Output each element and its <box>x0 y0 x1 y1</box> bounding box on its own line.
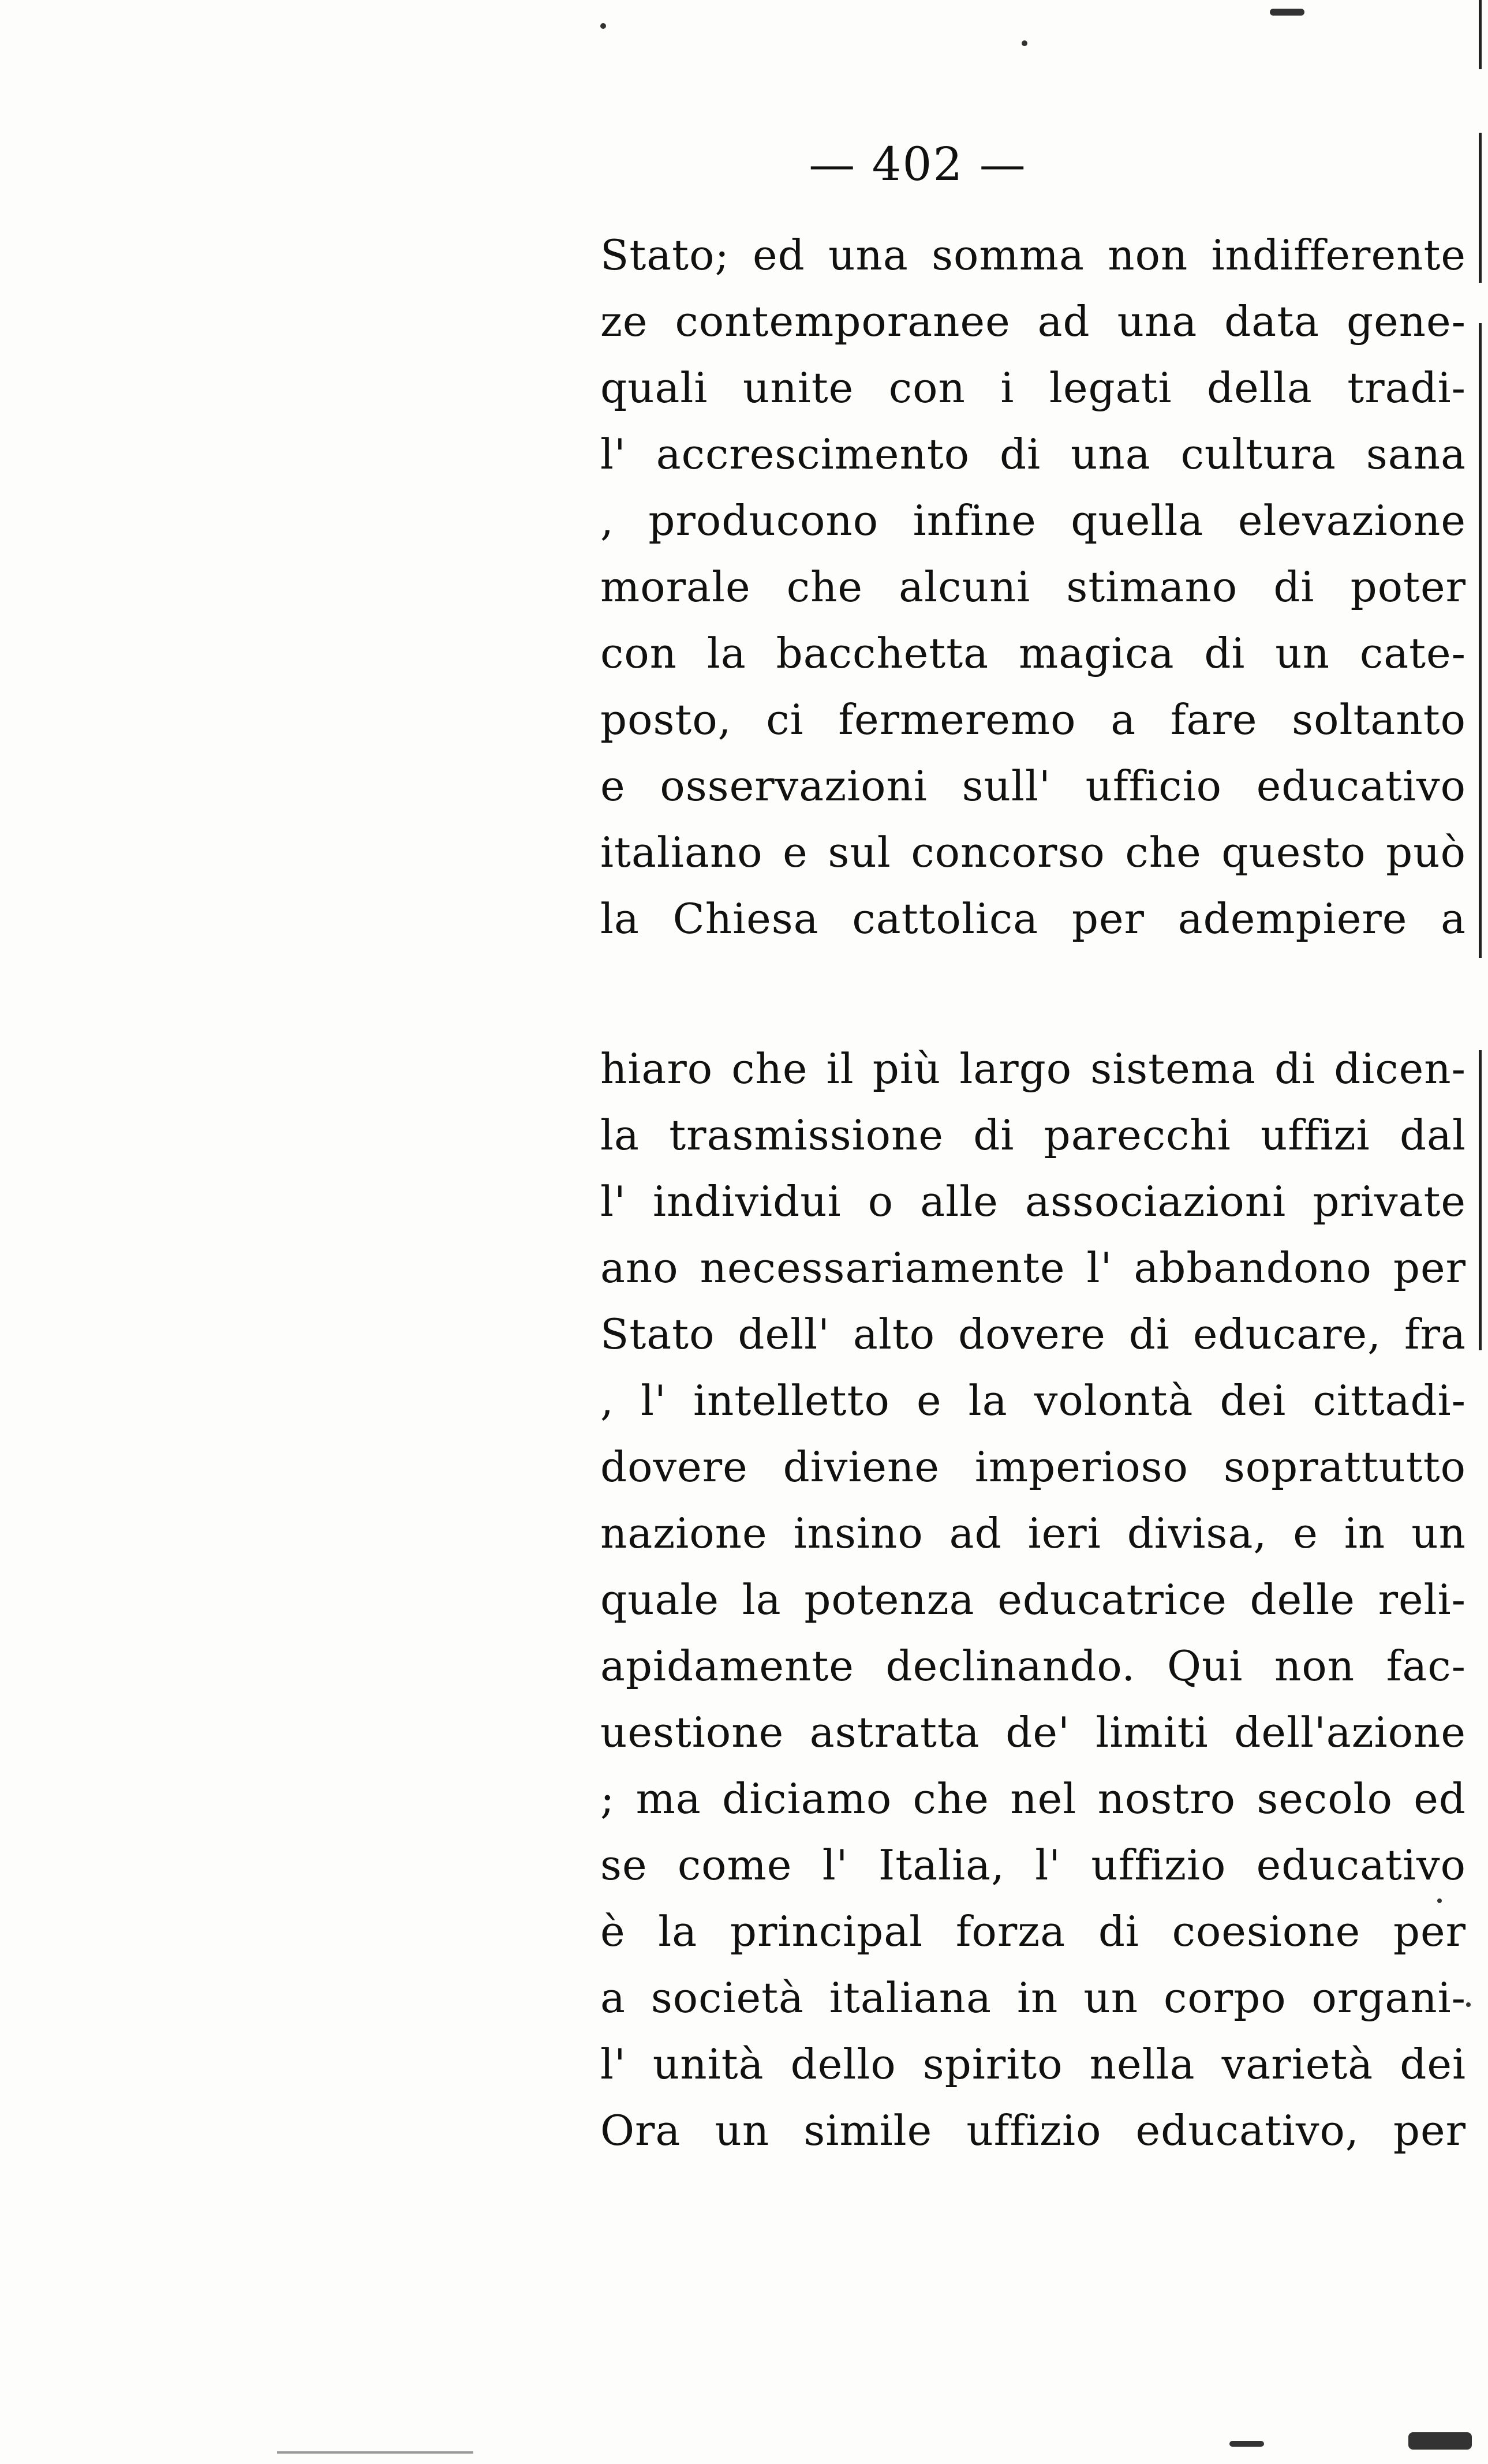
bottom-scan-line <box>277 2451 473 2454</box>
scan-speck <box>1437 1898 1442 1903</box>
text-line: l' unità dello spirito nella varietà dei <box>600 2040 1466 2088</box>
scan-speck <box>1270 9 1304 16</box>
text-line: a società italiana in un corpo organi- <box>600 1974 1466 2022</box>
text-line: è la principal forza di coesione per <box>600 1907 1466 1956</box>
text-line: uestione astratta de' limiti dell'azione <box>600 1708 1466 1757</box>
scan-speck <box>600 23 606 29</box>
text-line: morale che alcuni stimano di poter <box>600 563 1466 611</box>
text-line: l' accrescimento di una cultura sana <box>600 430 1466 478</box>
text-line: Stato dell' alto dovere di educare, fra <box>600 1310 1466 1358</box>
scan-speck <box>1022 40 1027 46</box>
text-line: quali unite con i legati della tradi- <box>600 364 1466 412</box>
text-line: apidamente declinando. Qui non fac- <box>600 1642 1466 1690</box>
text-line: ano necessariamente l' abbandono per <box>600 1244 1466 1292</box>
text-line: italiano e sul concorso che questo può <box>600 828 1466 877</box>
paragraph-break <box>600 952 1466 1036</box>
page-edge-line <box>1479 1050 1482 1350</box>
scan-speck <box>1229 2441 1264 2447</box>
page-edge-line <box>1479 133 1482 283</box>
text-line: ; ma diciamo che nel nostro secolo ed <box>600 1774 1466 1823</box>
text-line: la trasmissione di parecchi uffizi dal <box>600 1111 1466 1159</box>
page-edge-line <box>1479 323 1482 958</box>
body-text <box>600 222 1466 2164</box>
text-line: quale la potenza educatrice delle reli- <box>600 1575 1466 1624</box>
text-line: e osservazioni sull' ufficio educativo <box>600 762 1466 810</box>
text-line: se come l' Italia, l' uffizio educativo <box>600 1841 1466 1889</box>
text-line: dovere diviene imperioso soprattutto <box>600 1443 1466 1491</box>
text-line: ze contemporanee ad una data gene- <box>600 297 1466 346</box>
page-edge-line <box>1479 0 1482 69</box>
scan-speck <box>1408 2432 1472 2450</box>
text-line: hiaro che il più largo sistema di dicen- <box>600 1044 1466 1093</box>
text-line: con la bacchetta magica di un cate- <box>600 629 1466 677</box>
text-line: Stato; ed una somma non indifferente <box>600 231 1466 279</box>
text-line: la Chiesa cattolica per adempiere a <box>600 894 1466 943</box>
text-line: Ora un simile uffizio educativo, per <box>600 2106 1466 2155</box>
text-line: posto, ci fermeremo a fare soltanto <box>600 695 1466 744</box>
page-number: — 402 — <box>809 137 1027 191</box>
text-line: l' individui o alle associazioni private <box>600 1177 1466 1226</box>
text-line: , producono infine quella elevazione <box>600 496 1466 545</box>
text-line: , l' intelletto e la volontà dei cittadi- <box>600 1376 1466 1425</box>
scan-speck <box>1466 2002 1471 2007</box>
text-line: nazione insino ad ieri divisa, e in un <box>600 1509 1466 1557</box>
